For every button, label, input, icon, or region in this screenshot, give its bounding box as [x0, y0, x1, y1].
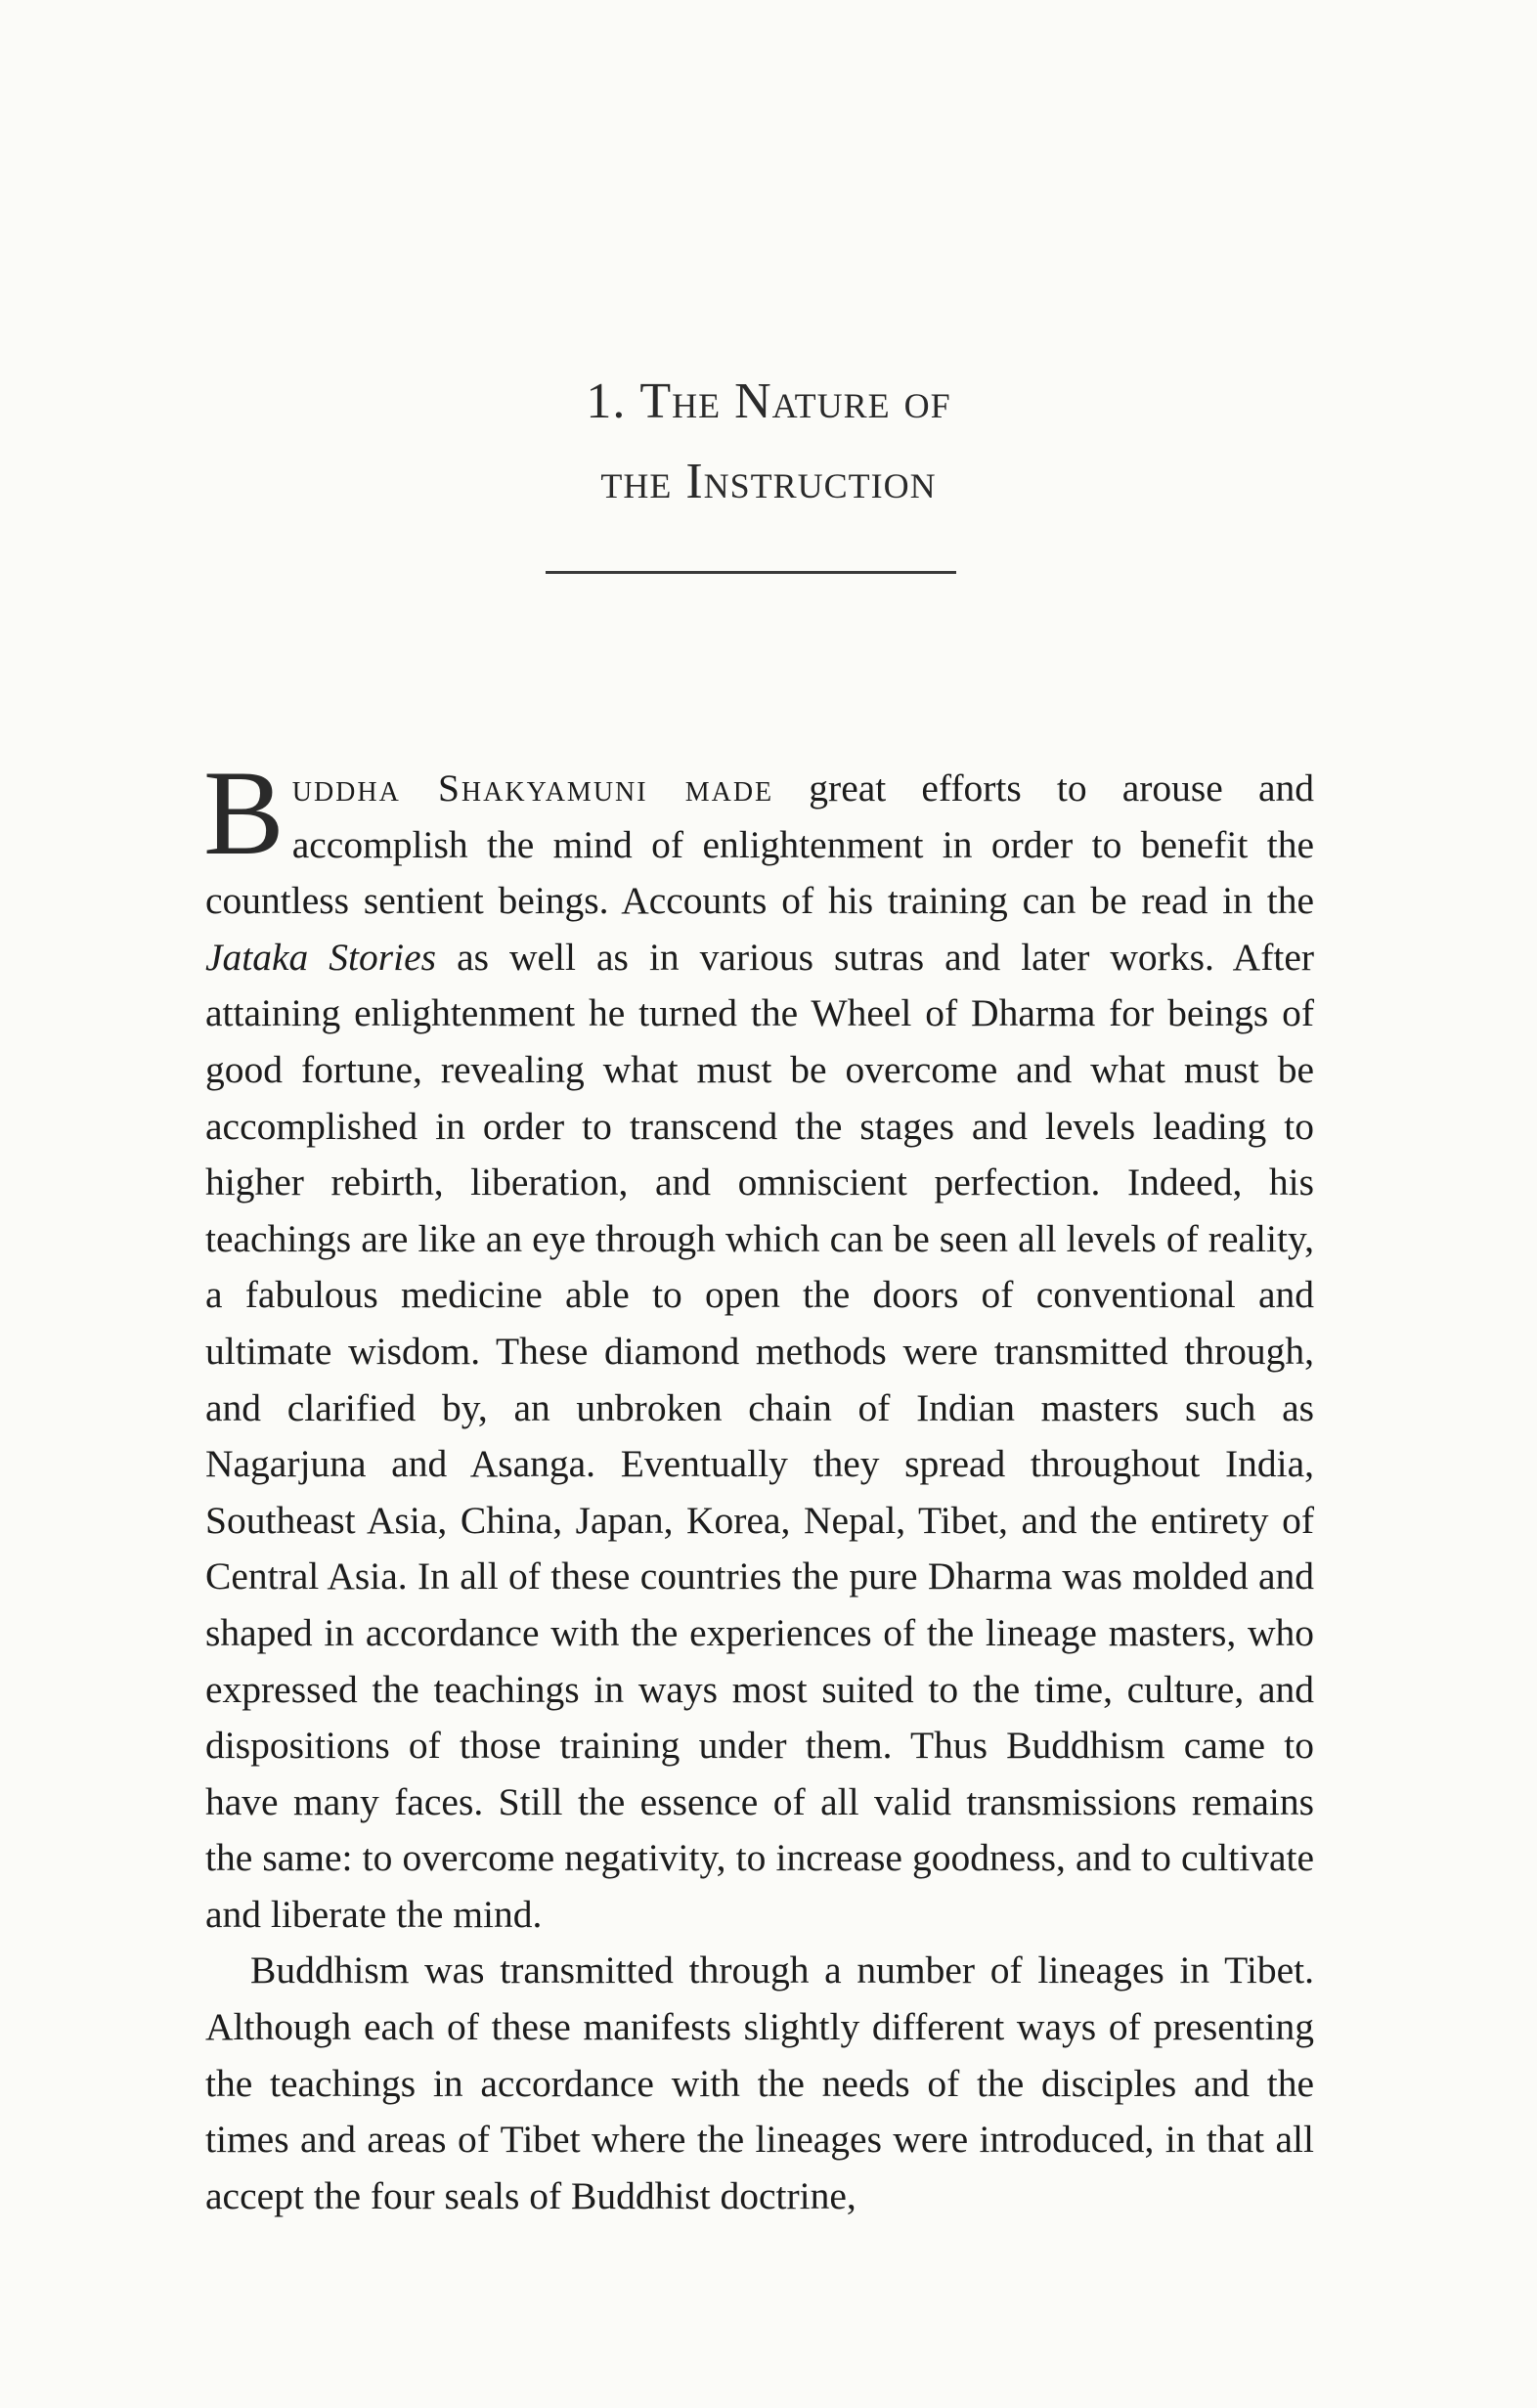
chapter-title-line-2: the Instruction [600, 454, 937, 509]
lead-in-small-caps: uddha Shakyamuni made [291, 766, 774, 810]
chapter-title-line-1: The Nature of [639, 373, 951, 429]
body-text [203, 746, 1315, 2224]
book-title-italic: Jataka Stories [205, 935, 437, 979]
paragraph-1-text-b: as well as in various sutras and later works. After attaining enlightenment he turned the Wheel of Dharma for beings of good fortune, revealing what must be overcome and what must be accomplished in order to transcend the stages and levels leading to higher rebirth, liberation, and omniscient perfection. Indeed, his teachings are like an eye through which can be seen all levels of reality, a fabulous medicine able to open the doors of conventional and ultimate wisdom. These diamond methods were transmitted through, and clarified by, an unbroken chain of Indian masters such as Nagarjuna and Asanga. Eventually they spread throughout India, Southeast Asia, China, Japan, Korea, Nepal, Tibet, and the entirety of Central Asia. In all of these countries the pure Dharma was molded and shaped in accordance with the experiences of the lineage masters, who expressed the teachings in ways most suited to the time, culture, and dispositions of those training under them. Thus Buddhism came to have many faces. Still the essence of all valid transmissions remains the same: to overcome negativity, to increase goodness, and to cultivate and liberate the mind. [205, 935, 1315, 1936]
drop-cap: B [203, 746, 285, 880]
chapter-title [0, 362, 1537, 522]
chapter-number: 1. [586, 373, 627, 429]
title-divider [546, 571, 956, 574]
paragraph-1 [203, 746, 1315, 1943]
paragraph-1-text-a: great efforts to arouse and accomplish the mind of enlightenment in order to benefit the countless sentient beings. Accounts of his training can be read in the [205, 766, 1314, 923]
paragraph-2: Buddhism was transmitted through a number of lineages in Tibet. Although each of these manifests slightly different ways of presenting the teachings in accordance with the needs of the disciples and the times and areas of Tibet where the lineages were introduced, in that all accept the four seals of Buddhist doctrine, [205, 1948, 1314, 2217]
